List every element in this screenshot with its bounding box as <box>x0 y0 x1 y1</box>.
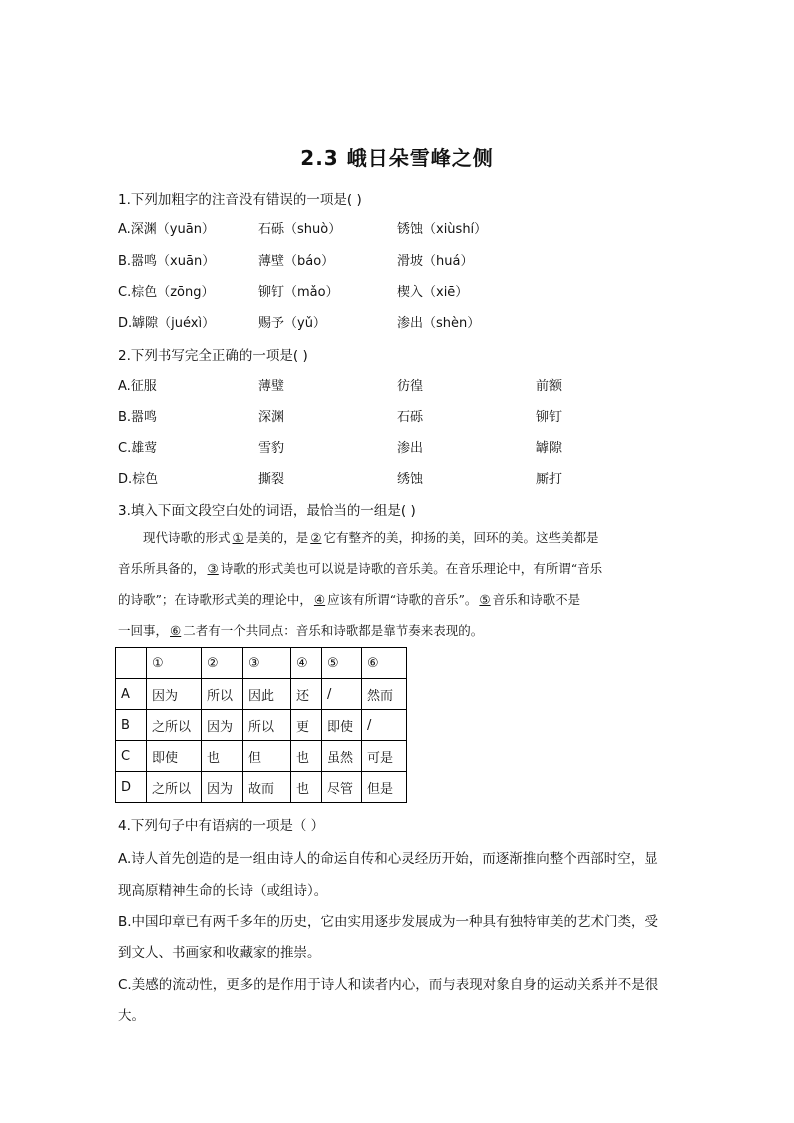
table-header-row <box>116 648 407 679</box>
q2-b-item-4: 铆钉 <box>536 410 563 425</box>
question-1-stem: 1.下列加粗字的注音没有错误的一项是( ) <box>118 192 362 208</box>
q2-c-item-2: 雪豹 <box>258 441 285 456</box>
q1-b-item-1: B.嚣鸣（xuān） <box>118 254 216 269</box>
table-cell: 但是 <box>362 772 407 803</box>
passage-text: 是美的，是 <box>245 530 309 545</box>
q4-option-b-line-2: 到文人、书画家和收藏家的推崇。 <box>118 945 321 961</box>
passage-text: 二者有一个共同点：音乐和诗歌都是靠节奏来表现的。 <box>183 623 484 638</box>
q1-c-item-3: 楔入（xiē） <box>397 285 469 300</box>
table-header-cell: ① <box>147 648 202 679</box>
passage-text: 诗歌的形式美也可以说是诗歌的音乐美。在音乐理论中，有所谓“音乐 <box>220 561 603 576</box>
q2-b-item-1: B.嚣鸣 <box>118 410 158 425</box>
table-header-cell: ③ <box>243 648 291 679</box>
q1-d-item-2: 赐予（yǔ） <box>258 316 326 331</box>
q2-a-item-1: A.征服 <box>118 379 157 394</box>
table-cell: D <box>116 772 147 803</box>
q1-b-item-2: 薄壁（báo） <box>258 254 335 269</box>
table-cell: 之所以 <box>147 772 202 803</box>
q2-a-item-3: 彷徨 <box>397 379 424 394</box>
passage-text: 应该有所谓“诗歌的音乐”。 <box>327 592 478 607</box>
question-4-stem: 4.下列句子中有语病的一项是（ ） <box>118 818 325 834</box>
table-header-cell: ⑥ <box>362 648 407 679</box>
table-row <box>116 741 407 772</box>
table-cell: 也 <box>202 741 243 772</box>
q2-b-item-2: 深渊 <box>258 410 285 425</box>
q1-a-item-3: 锈蚀（xiùshí） <box>397 222 488 237</box>
passage-text: 音乐和诗歌不是 <box>492 592 581 607</box>
q2-d-item-3: 绣蚀 <box>397 472 424 487</box>
question-3-stem: 3.填入下面文段空白处的词语，最恰当的一组是( ) <box>118 503 416 519</box>
table-cell: 所以 <box>243 710 291 741</box>
answer-options-table <box>115 647 407 803</box>
q2-d-item-4: 厮打 <box>536 472 563 487</box>
passage-line-4 <box>118 615 678 646</box>
q4-option-a-line-1: A.诗人首先创造的是一组由诗人的命运自传和心灵经历开始，而逐渐推向整个西部时空，显 <box>118 851 658 867</box>
table-cell: / <box>362 710 407 741</box>
table-header-cell: ⑤ <box>322 648 362 679</box>
table-row <box>116 710 407 741</box>
passage-text: 现代诗歌的形式 <box>143 530 231 545</box>
table-cell: 因为 <box>147 679 202 710</box>
q1-d-item-1: D.罅隙（juéxì） <box>118 316 216 331</box>
table-cell: 还 <box>291 679 322 710</box>
table-header-cell: ② <box>202 648 243 679</box>
q2-c-item-1: C.雄莺 <box>118 441 158 456</box>
table-cell: 也 <box>291 772 322 803</box>
table-cell: 也 <box>291 741 322 772</box>
q4-option-c-line-2: 大。 <box>118 1008 145 1024</box>
q1-a-item-1: A.深渊（yuān） <box>118 222 215 237</box>
page-title: 2.3 峨日朵雪峰之侧 <box>300 146 494 170</box>
q2-d-item-2: 撕裂 <box>258 472 285 487</box>
blank-6: ⑥ <box>170 623 182 638</box>
table-row <box>116 772 407 803</box>
q1-c-item-2: 铆钉（mǎo） <box>258 285 339 300</box>
passage-line-1 <box>118 522 678 553</box>
q2-c-item-3: 渗出 <box>397 441 424 456</box>
table-cell: 即使 <box>322 710 362 741</box>
table-cell: 因为 <box>202 710 243 741</box>
blank-2: ② <box>310 530 322 545</box>
q1-a-item-2: 石砾（shuò） <box>258 222 342 237</box>
table-cell: 之所以 <box>147 710 202 741</box>
question-2-stem: 2.下列书写完全正确的一项是( ) <box>118 348 308 364</box>
blank-3: ③ <box>207 561 219 576</box>
q2-c-item-4: 罅隙 <box>536 441 563 456</box>
q1-b-item-3: 滑坡（huá） <box>397 254 474 269</box>
table-cell: 但 <box>243 741 291 772</box>
table-cell: / <box>322 679 362 710</box>
q4-option-c-line-1: C.美感的流动性，更多的是作用于诗人和读者内心，而与表现对象自身的运动关系并不是很 <box>118 977 659 993</box>
table-cell: 故而 <box>243 772 291 803</box>
q4-option-a-line-2: 现高原精神生命的长诗（或组诗）。 <box>118 883 328 899</box>
table-cell: 因此 <box>243 679 291 710</box>
table-cell: 因为 <box>202 772 243 803</box>
blank-5: ⑤ <box>479 592 491 607</box>
passage-text: 的诗歌”；在诗歌形式美的理论中， <box>118 592 312 607</box>
table-row <box>116 679 407 710</box>
table-cell: B <box>116 710 147 741</box>
table-cell: 即使 <box>147 741 202 772</box>
q2-a-item-4: 前额 <box>536 379 563 394</box>
q1-c-item-1: C.棕色（zōng） <box>118 285 215 300</box>
table-cell: A <box>116 679 147 710</box>
blank-4: ④ <box>313 592 326 607</box>
q1-d-item-3: 渗出（shèn） <box>397 316 481 331</box>
table-cell: 更 <box>291 710 322 741</box>
blank-1: ① <box>232 530 244 545</box>
passage-line-2 <box>118 553 678 584</box>
q2-a-item-2: 薄璧 <box>258 379 285 394</box>
table-cell: 所以 <box>202 679 243 710</box>
table-header-cell <box>116 648 147 679</box>
table-cell: C <box>116 741 147 772</box>
passage-line-3 <box>118 584 678 615</box>
q2-b-item-3: 石砾 <box>397 410 424 425</box>
table-cell: 可是 <box>362 741 407 772</box>
table-cell: 然而 <box>362 679 407 710</box>
q2-d-item-1: D.棕色 <box>118 472 159 487</box>
q4-option-b-line-1: B.中国印章已有两千多年的历史，它由实用逐步发展成为一种具有独特审美的艺术门类，受 <box>118 914 659 930</box>
table-cell: 虽然 <box>322 741 362 772</box>
question-3-passage <box>118 522 678 646</box>
passage-text: 音乐所具备的， <box>118 561 206 576</box>
passage-text: 它有整齐的美，抑扬的美，回环的美。这些美都是 <box>323 530 599 545</box>
table-header-cell: ④ <box>291 648 322 679</box>
passage-text: 一回事， <box>118 623 169 638</box>
table-cell: 尽管 <box>322 772 362 803</box>
